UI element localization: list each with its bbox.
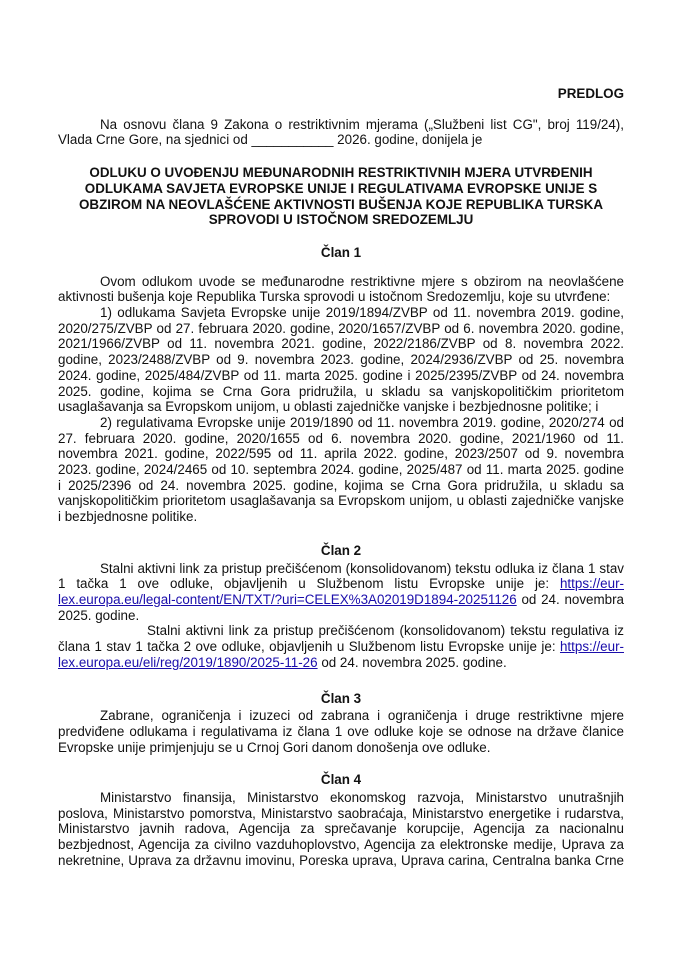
eurlex-decision-link[interactable]: https://eur-lex.europa.eu/legal-content/EN/TXT/?uri=CELEX%3A02019D1894-20251126 <box>58 576 624 607</box>
article-1-paragraph: Ovom odlukom uvode se međunarodne restriktivne mjere s obzirom na neovlašćene aktivnosti bušenja koje Republika Turska sprovodi u istočnom Sredozemlju, koje su utvrđene: <box>58 273 624 305</box>
text: Stalni aktivni link za pristup prečišćenom (konsolidovanom) tekstu odluka iz člana 1 stav 1 tačka 1 ove odluke, objavljenih u Službenom listu Evropske unije je: <box>58 560 624 592</box>
eurlex-regulation-link[interactable]: https://eur-lex.europa.eu/eli/reg/2019/1890/2025-11-26 <box>58 639 624 670</box>
article-4-heading: Član 4 <box>320 772 362 788</box>
document-title: ODLUKU O UVOĐENJU MEĐUNARODNIH RESTRIKTIVNIH MJERA UTVRĐENIH ODLUKAMA SAVJETA EVROPSKE UNIJE I REGULATIVAMA EVROPSKE UNIJE S OBZIROM NA NEOVLAŠĆENE AKTIVNOSTI BUŠENJA KOJE REPUBLIKA TURSKA SPROVODI U ISTOČNOM SREDOZEMLJU <box>78 165 603 228</box>
article-1-item-1: 1) odlukama Savjeta Evropske unije 2019/1894/ZVBP od 11. novembra 2019. godine, 2020/275/ZVBP od 27. februara 2020. godine, 2020/1657/ZVBP od 6. novembra 2020. godine, 2021/1966/ZVBP od 11. novembra 2021. godine, 2022/2186/ZVBP od 8. novembra 2022. godine, 2023/2488/ZVBP od 9. novembra 2023. godine, 2024/2936/ZVBP od 25. novembra 2024. godine, 2025/484/ZVBP od 11. marta 2025. godine i 2025/2395/ZVBP od 24. novembra 2025. godine, kojima se Crna Gora pridružila, u skladu sa vanjskopolitičkim prioritetom usaglašavanja sa Evropskom unijom, u oblasti zajedničke vanjske i bezbjednosne politike; i <box>58 305 624 415</box>
article-3-heading: Član 3 <box>320 690 362 706</box>
proposal-label: PREDLOG <box>557 86 624 101</box>
text: od 24. novembra 2025. godine. <box>58 591 624 623</box>
article-4-paragraph: Ministarstvo finansija, Ministarstvo ekonomskog razvoja, Ministarstvo unutrašnjih poslova, Ministarstvo pomorstva, Ministarstvo saobraćaja, Ministarstvo energetike i rudarstva, Ministarstvo javnih radova, Agencija za sprečavanje korupcije, Agencija za nacionalnu bezbjednost, Agencija za civilno vazduhoplovstvo, Agencija za elektronske medije, Uprava za nekretnine, Uprava za državnu imovinu, Poreska uprava, Uprava carina, Centralna banka Crne <box>58 790 624 868</box>
article-2-paragraph-2 <box>58 623 624 670</box>
article-2-heading: Član 2 <box>320 542 362 558</box>
intro-paragraph: Na osnovu člana 9 Zakona o restriktivnim mjerama („Službeni list CG", broj 119/24), Vlada Crne Gore, na sjednici od ___________ 2026. godine, donijela je <box>58 116 624 148</box>
document-page <box>58 86 624 869</box>
text: Stalni aktivni link za pristup prečišćenom (konsolidovanom) tekstu regulativa iz člana 1 stav 1 tačka 2 ove odluke, objavljenih u Službenom listu Evropske unije je: <box>58 623 624 655</box>
article-1-item-2: 2) regulativama Evropske unije 2019/1890 od 11. novembra 2019. godine, 2020/274 od 27. februara 2020. godine, 2020/1655 od 6. novembra 2020. godine, 2021/1960 od 11. novembra 2021. godine, 2022/595 od 11. aprila 2022. godine, 2023/2507 od 9. novembra 2023. godine, 2024/2465 od 10. septembra 2024. godine, 2025/487 od 11. marta 2025. godine i 2025/2396 od 24. novembra 2025. godine, kojima se Crna Gora pridružila, u skladu sa vanjskopolitičkim prioritetom usaglašavanja sa Evropskom unijom, u oblasti zajedničke vanjske i bezbjednosne politike. <box>58 414 624 525</box>
article-1-heading: Član 1 <box>320 244 362 260</box>
text: od 24. novembra 2025. godine. <box>317 654 507 670</box>
article-3-paragraph: Zabrane, ograničenja i izuzeci od zabrana i ograničenja i druge restriktivne mjere predviđene odlukama i regulativama iz člana 1 ove odluke koje se odnose na države članice Evropske unije primjenjuju se u Crnoj Gori danom donošenja ove odluke. <box>58 708 624 755</box>
article-2-paragraph-1 <box>58 561 624 624</box>
